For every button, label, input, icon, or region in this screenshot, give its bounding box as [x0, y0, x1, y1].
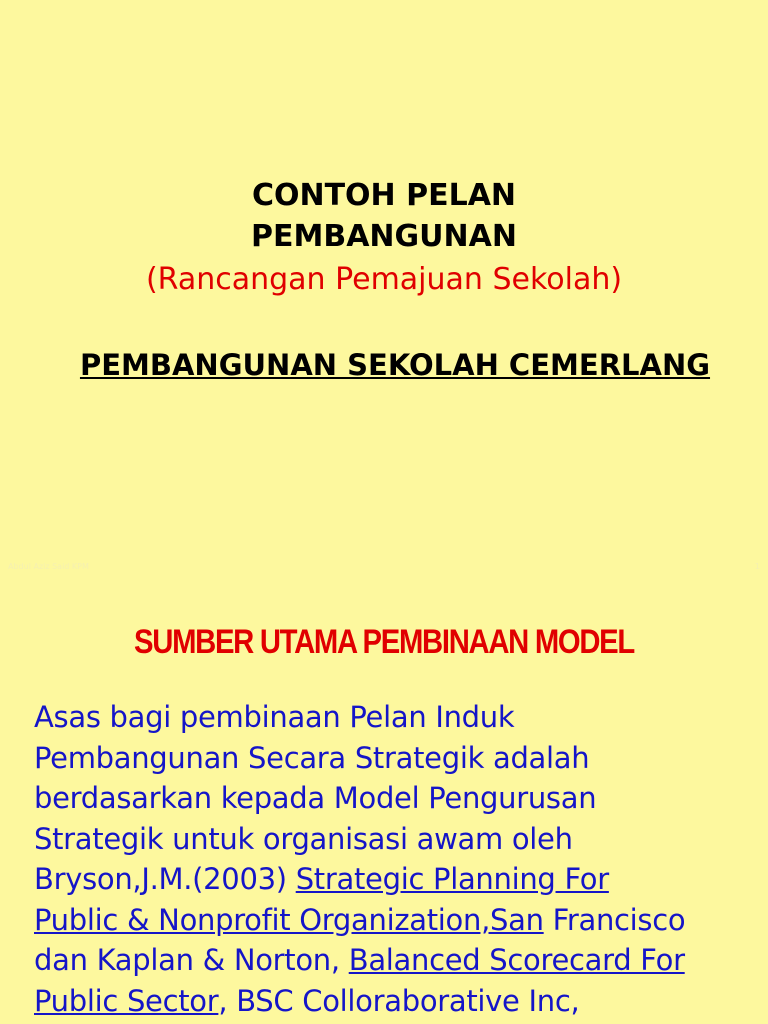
- body-line: [34, 900, 754, 941]
- body-line: berdasarkan kepada Model Pengurusan: [34, 781, 597, 815]
- slide1-subtitle: (Rancangan Pemajuan Sekolah): [145, 262, 623, 297]
- body-line: Asas bagi pembinaan Pelan Induk: [34, 700, 515, 734]
- slide1-footer-author: Abdul Aziz Said KPM: [8, 562, 89, 571]
- slide1-heading: PEMBANGUNAN SEKOLAH CEMERLANG: [79, 348, 711, 382]
- body-text: Francisco: [543, 902, 686, 937]
- slide1-title-line2: PEMBANGUNAN: [251, 219, 517, 254]
- reference-link-bryson[interactable]: Strategic Planning For: [295, 862, 609, 896]
- body-text: Bryson,J.M.(2003): [34, 862, 296, 896]
- body-line: [34, 940, 754, 981]
- reference-link-bryson-cont[interactable]: Public & Nonprofit Organization,San: [34, 902, 544, 937]
- slide2-body-paragraph: [34, 697, 754, 1021]
- body-text: , BSC Colloraborative Inc,: [218, 983, 580, 1018]
- slide1-title-line1: CONTOH PELAN: [251, 178, 517, 213]
- body-line: [34, 981, 754, 1022]
- body-line: [34, 859, 754, 900]
- body-text: dan Kaplan & Norton,: [34, 943, 349, 977]
- body-line: Strategik untuk organisasi awam oleh: [34, 821, 573, 856]
- body-line: Pembangunan Secara Strategik adalah: [34, 740, 590, 775]
- slide1-footer-page-number: 1: [754, 562, 760, 571]
- reference-link-kaplan-cont[interactable]: Public Sector: [34, 983, 219, 1018]
- slide2-title: SUMBER UTAMA PEMBINAAN MODEL: [134, 623, 634, 661]
- reference-link-kaplan[interactable]: Balanced Scorecard For: [348, 943, 685, 977]
